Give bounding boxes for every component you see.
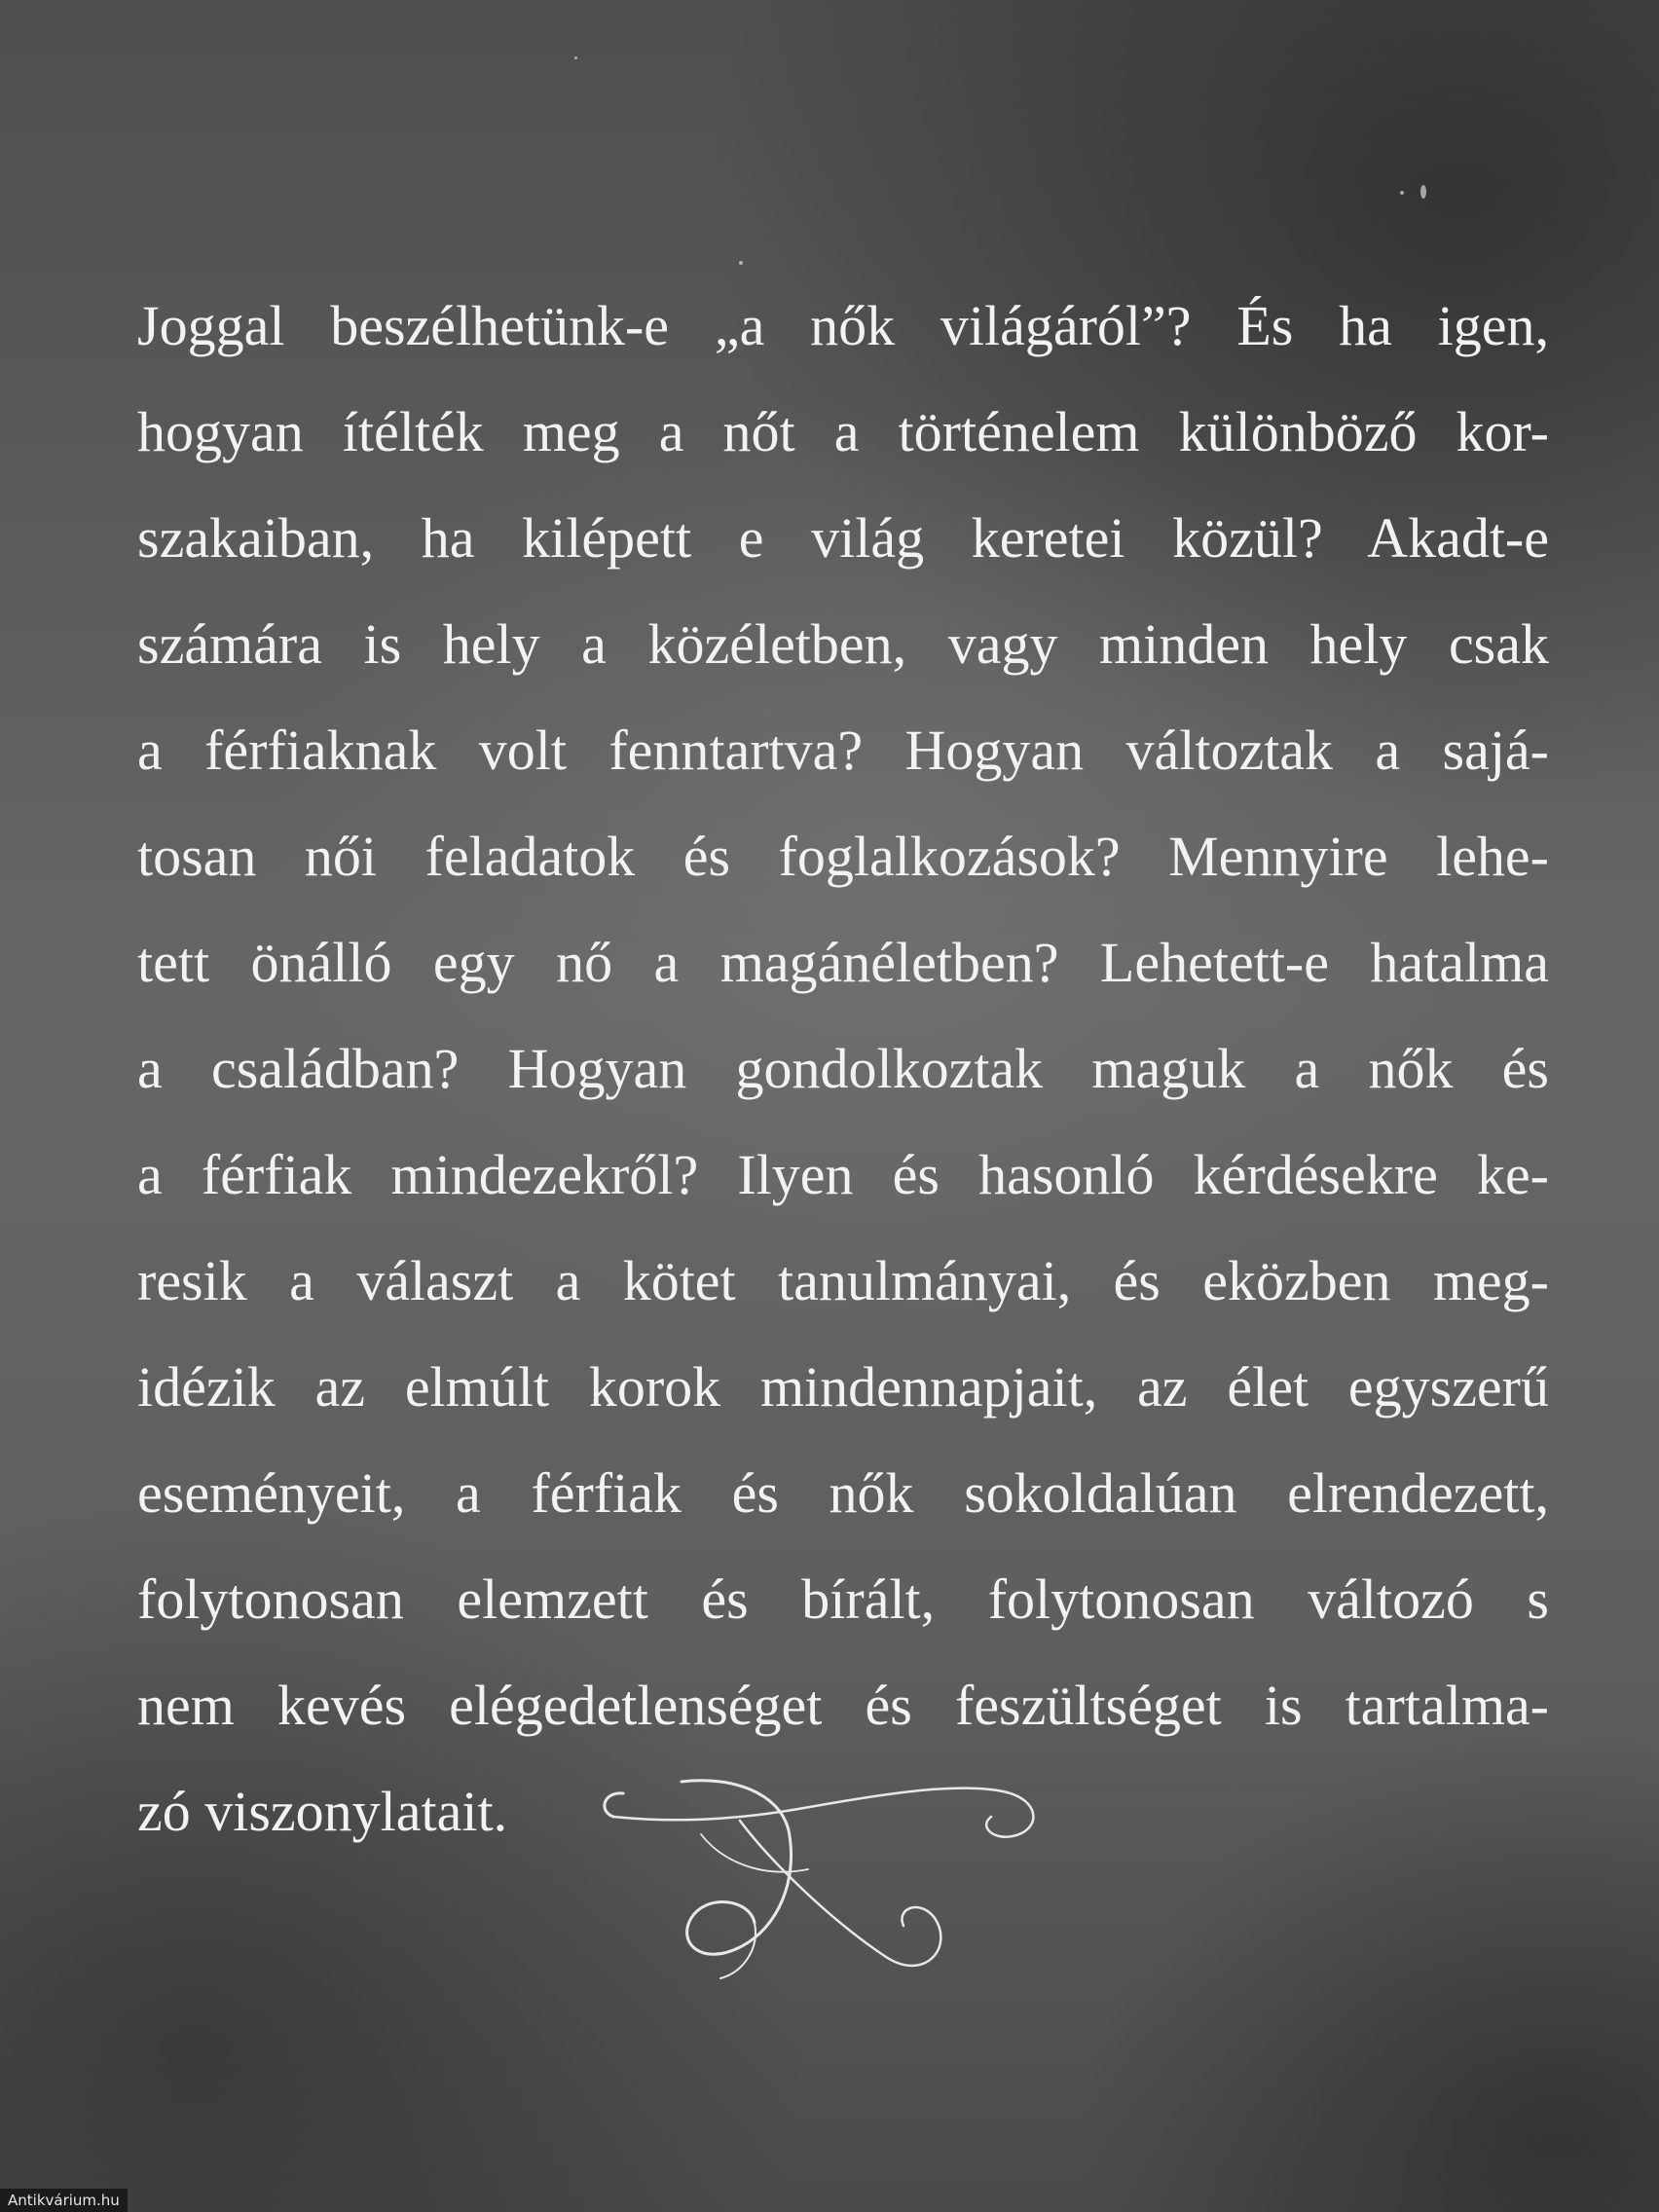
dust-speck [1400,191,1404,195]
blurb-line: hogyan ítélték meg a nőt a történelem különböző kor- [137,400,1549,463]
blurb-text [137,273,1549,1864]
blurb-line: a férfiaknak volt fenntartva? Hogyan változtak a sajá- [137,719,1549,782]
blurb-line: folytonosan elemzett és bírált, folytonosan változó s [137,1567,1549,1631]
blurb-line: tett önálló egy nő a magánéletben? Lehetett-e hatalma [137,931,1549,994]
blurb-line: nem kevés elégedetlenséget és feszültséget is tartalma- [137,1674,1549,1737]
blurb-line: tosan női feladatok és foglalkozások? Mennyire lehe- [137,825,1549,888]
blurb-line: számára is hely a közéletben, vagy minden hely csak [137,612,1549,676]
blurb-line: idézik az elmúlt korok mindennapjait, az élet egyszerű [137,1355,1549,1419]
blurb-line: a férfiak mindezekről? Ilyen és hasonló kérdésekre ke- [137,1143,1549,1206]
watermark: Antikvárium.hu [0,2189,128,2212]
dust-speck [574,56,577,59]
blurb-line: resik a választ a kötet tanulmányai, és eközben meg- [137,1249,1549,1312]
dust-speck [739,261,743,265]
blurb-line: szakaiban, ha kilépett e világ keretei közül? Akadt-e [137,506,1549,570]
blurb-line: a családban? Hogyan gondolkoztak maguk a nők és [137,1037,1549,1100]
dust-speck [1420,185,1426,199]
blurb-line: Joggal beszélhetünk-e „a nők világáról”? És ha igen, [137,294,1549,357]
flourish-ornament-icon [584,1752,1051,2064]
blurb-line: eseményeit, a férfiak és nők sokoldalúan elrendezett, [137,1461,1549,1525]
blurb-line-last: zó viszonylatait. [137,1780,508,1843]
